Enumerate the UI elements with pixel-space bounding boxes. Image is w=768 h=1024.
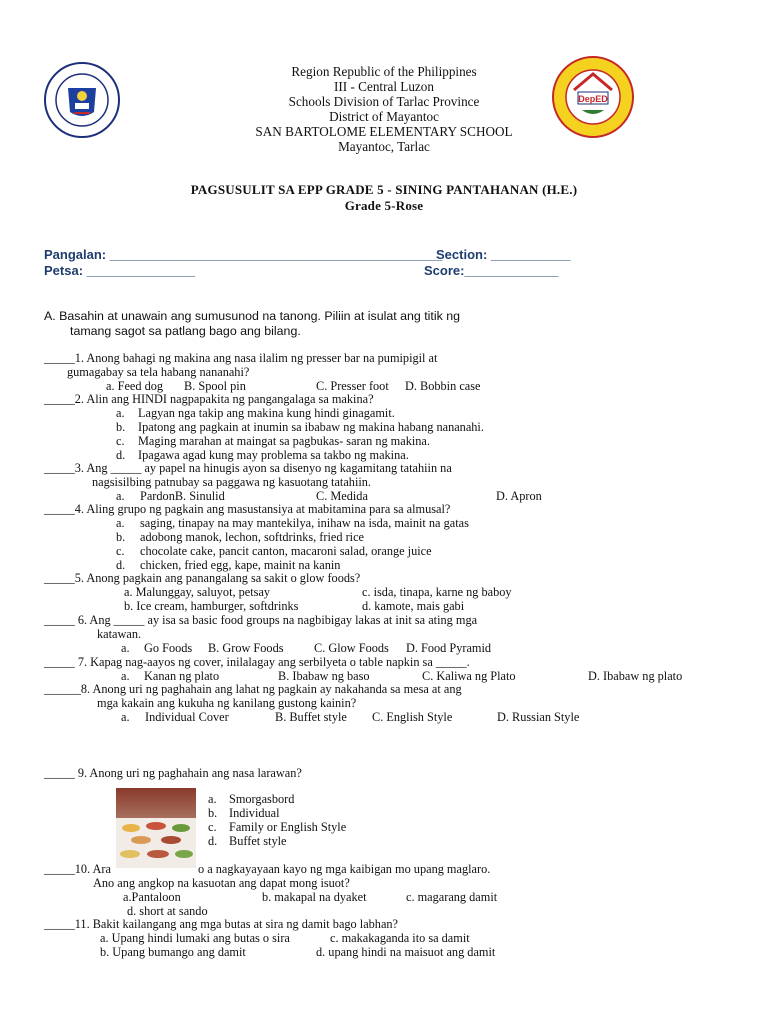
q2-option-c-key: c. [116,434,125,448]
q9-option-a: Smorgasbord [229,792,295,806]
q1-option-b: B. Spool pin [184,379,246,393]
q2-option-a-key: a. [116,406,125,420]
q8-option-c: C. English Style [372,710,453,724]
q10-option-b: b. makapal na dyaket [262,890,367,904]
q11-option-b: b. Upang bumango ang damit [100,945,246,959]
q4-option-d-key: d. [116,558,126,572]
q9-option-b-key: b. [208,806,218,820]
svg-text:DepED: DepED [578,94,608,104]
q2-option-d-key: d. [116,448,126,462]
pangalan-field: Pangalan: ______________________________________________ [44,247,443,262]
question-7: _____ 7. Kapag nag-aayos ng cover, inilalagay ang serbilyeta o table napkin sa _____. [44,655,470,669]
q2-option-c: Maging marahan at maingat sa pagbukas- saran ng makina. [138,434,430,448]
q5-option-b: b. Ice cream, hamburger, softdrinks [124,599,299,613]
q8-option-a: Individual Cover [145,710,229,724]
q9-option-b: Individual [229,806,280,820]
q6-option-a: Go Foods [144,641,193,655]
q1-option-d: D. Bobbin case [405,379,481,393]
petsa-field: Petsa: _______________ [44,263,196,278]
q1-option-a: a. Feed dog [106,379,164,393]
question-6: _____ 6. Ang _____ ay isa sa basic food groups na nagbibigay lakas at init sa ating mga [44,613,478,627]
q6-option-b: B. Grow Foods [208,641,284,655]
q3-option-c: C. Medida [316,489,368,503]
q6-option-c: C. Glow Foods [314,641,389,655]
q7-option-a: Kanan ng plato [144,669,220,683]
header-line-division: Schools Division of Tarlac Province [288,94,480,109]
q1-option-c: C. Presser foot [316,379,389,393]
q10-option-c: c. magarang damit [406,890,498,904]
q8-option-a-key: a. [121,710,130,724]
header-line-address: Mayantoc, Tarlac [338,139,430,154]
q6-option-a-key: a. [121,641,130,655]
score-field: Score:_____________ [424,263,559,278]
q9-option-d: Buffet style [229,834,287,848]
q11-option-a: a. Upang hindi lumaki ang butas o sira [100,931,290,945]
q10-option-d: d. short at sando [127,904,208,918]
question-3: _____3. Ang _____ ay papel na hinugis ayon sa disenyo ng kagamitang tatahiin na [44,461,452,475]
q4-option-c: chocolate cake, pancit canton, macaroni salad, orange juice [140,544,432,558]
q8-option-b: B. Buffet style [275,710,347,724]
q5-option-d: d. kamote, mais gabi [362,599,465,613]
q8-option-d: D. Russian Style [497,710,580,724]
buffet-table-image [116,788,196,868]
question-6-cont: katawan. [97,627,142,641]
q4-option-a-key: a. [116,516,125,530]
header-line-district: District of Mayantoc [329,109,439,124]
q7-option-b: B. Ibabaw ng baso [278,669,370,683]
q2-option-a: Lagyan nga takip ang makina kung hindi ginagamit. [138,406,395,420]
q9-option-c-key: c. [208,820,217,834]
q11-option-c: c. makakaganda ito sa damit [330,931,470,945]
instructions-line-2: tamang sagot sa patlang bago ang bilang. [70,324,301,338]
q4-option-c-key: c. [116,544,125,558]
q6-option-d: D. Food Pyramid [406,641,492,655]
header-line-school: SAN BARTOLOME ELEMENTARY SCHOOL [255,124,513,139]
q4-option-b-key: b. [116,530,126,544]
q3-option-d: D. Apron [496,489,542,503]
test-subtitle: Grade 5-Rose [344,198,424,213]
question-10: _____10. Ara [44,862,111,876]
question-8: ______8. Anong uri ng paghahain ang lahat ng pagkain ay nakahanda sa mesa at ang [44,682,462,696]
test-title: PAGSUSULIT SA EPP GRADE 5 - SINING PANTAHANAN (H.E.) [190,182,578,197]
q2-option-b: Ipatong ang pagkain at inumin sa ibabaw ng makina habang nananahi. [138,420,484,434]
q2-option-d: Ipagawa agad kung may problema sa takbo ng makina. [138,448,409,462]
question-10-rest: o a nagkayayaan kayo ng mga kaibigan mo upang maglaro. [198,862,491,876]
q9-option-a-key: a. [208,792,217,806]
question-2: _____2. Alin ang HINDI nagpapakita ng pangangalaga sa makina? [44,392,374,406]
question-9: _____ 9. Anong uri ng paghahain ang nasa larawan? [44,766,302,780]
header-line-central-luzon: III - Central Luzon [334,79,434,94]
q9-option-d-key: d. [208,834,218,848]
question-10-cont: Ano ang angkop na kasuotan ang dapat mong isuot? [93,876,350,890]
q3-option-a-key: a. [116,489,125,503]
q2-option-b-key: b. [116,420,126,434]
q11-option-d: d. upang hindi na maisuot ang damit [316,945,496,959]
section-field: Section: ___________ [436,247,571,262]
q3-option-ab: PardonB. Sinulid [140,489,225,503]
q4-option-a: saging, tinapay na may mantekilya, inihaw na isda, mainit na gatas [140,516,469,530]
instructions-line-1: A. Basahin at unawain ang sumusunod na tanong. Piliin at isulat ang titik ng [44,309,461,323]
q5-option-a: a. Malunggay, saluyot, petsay [124,585,271,599]
header-line-region: Region Republic of the Philippines [291,64,477,79]
q4-option-d: chicken, fried egg, kape, mainit na kanin [140,558,341,572]
q5-option-c: c. isda, tinapa, karne ng baboy [362,585,512,599]
q4-option-b: adobong manok, lechon, softdrinks, fried rice [140,530,365,544]
q10-option-a: a.Pantaloon [123,890,181,904]
q9-option-c: Family or English Style [229,820,347,834]
question-8-cont: mga kakain ang kukuha ng kanilang gustong kainin? [97,696,357,710]
question-3-cont: nagsisilbing patnubay sa paggawa ng kasuotang tatahiin. [92,475,372,489]
q7-option-d: D. Ibabaw ng plato [588,669,683,683]
q7-option-c: C. Kaliwa ng Plato [422,669,516,683]
question-5: _____5. Anong pagkain ang panangalang sa sakit o glow foods? [44,571,361,585]
q7-option-a-key: a. [121,669,130,683]
question-4: _____4. Aling grupo ng pagkain ang masustansiya at mabitamina para sa almusal? [44,502,451,516]
question-1: _____1. Anong bahagi ng makina ang nasa ilalim ng presser bar na pumipigil at [44,351,438,365]
question-11: _____11. Bakit kailangang ang mga butas at sira ng damit bago labhan? [44,917,399,931]
question-1-cont: gumagabay sa tela habang nananahi? [67,365,250,379]
